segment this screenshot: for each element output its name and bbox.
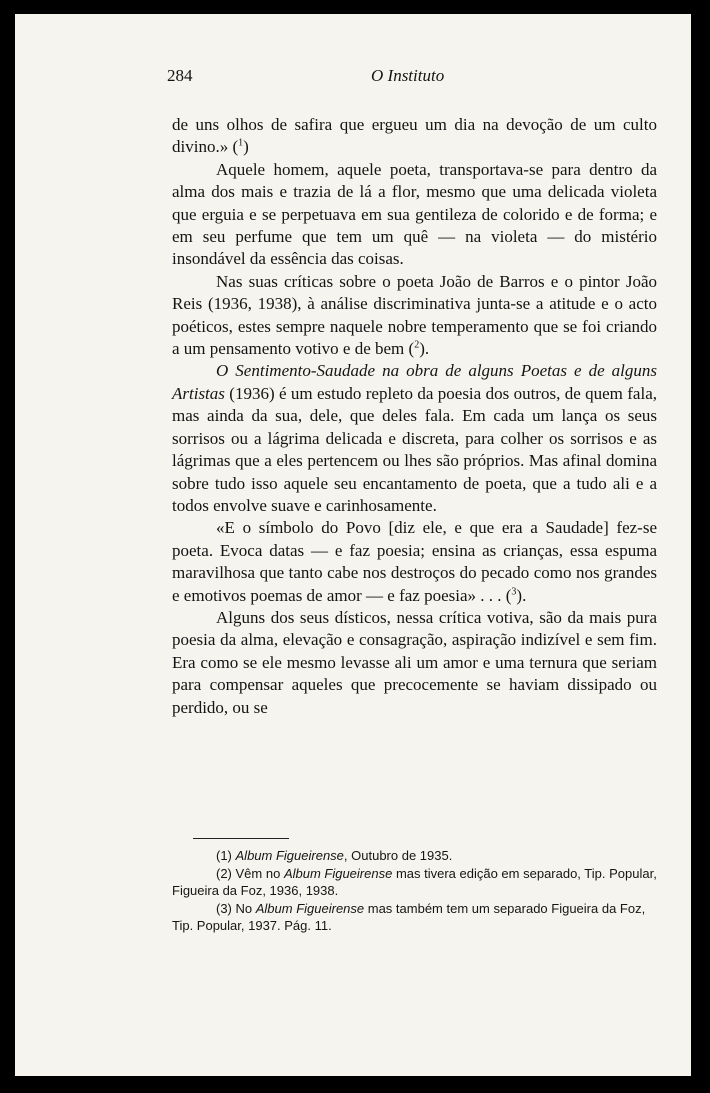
footnote-ref-3: 3 [511, 585, 517, 597]
work-title: O Sentimento-Saudade na obra de alguns Poetas e de alguns Artistas [172, 361, 657, 403]
paragraph-4: O Sentimento-Saudade na obra de alguns Poetas e de alguns Artistas (1936) é um estudo repleto da poesia dos outros, de quem fala, mas ainda da sua, dele, que deles fala. Em cada um lança os seus sorrisos ou a lágrima delicada e discreta, para colher os sorrisos e as lágrimas que a eles pertencem ou lhes são próprios. Mas afinal domina sobre tudo isso aquele seu encantamento de poeta, que a tudo ali e a todos envolve suave e carinhosamente. [172, 361, 657, 515]
footnote-2: (2) Vêm no Album Figueirense mas tivera edição em separado, Tip. Popular, Figueira da Foz, 1936, 1938. [172, 865, 657, 898]
footnote-3: (3) No Album Figueirense mas também tem um separado Figueira da Foz, Tip. Popular, 1937. Pág. 11. [172, 900, 646, 933]
paragraph-1: de uns olhos de safira que ergueu um dia na devoção de um culto divino.» ($^1$) [172, 115, 657, 157]
paragraph-3: Nas suas críticas sobre o poeta João de Barros e o pintor João Reis (1936, 1938), à análise discriminativa junta-se a atitude e o acto poéticos, estes sempre naquele nobre temperamento que se foi criando a um pensamento votivo e de bem ($^2$). [172, 271, 657, 359]
footnote-divider [193, 838, 289, 839]
page-number: 284 [167, 66, 193, 85]
paragraph-2: Aquele homem, aquele poeta, transportava-se para dentro da alma dos mais e trazia de lá a flor, mesmo que uma delicada violeta que erguia e se perpetuava em sua gentileza de colorido e de forma; e em seu perfume que tem um quê — na violeta — do mistério insondável da essência das coisas. [172, 159, 657, 269]
paragraph-6: Alguns dos seus dísticos, nessa crítica votiva, são da mais pura poesia da alma, elevação e consagração, aspiração indizível e sem fim. Era como se ele mesmo levasse ali um amor e uma ternura que seriam para compensar aqueles que precocemente se haviam dissipado ou perdido, ou se [172, 607, 657, 717]
footnotes [172, 847, 657, 935]
running-title: O Instituto [371, 66, 445, 85]
book-page [15, 14, 691, 1076]
footnote-ref-2: 2 [414, 339, 420, 351]
body-text [172, 114, 657, 719]
paragraph-5-quote: «E o símbolo do Povo [diz ele, e que era a Saudade] fez-se poeta. Evoca datas — e faz poesia; ensina as crianças, essa espuma maravilhosa que tanto cabe nos destroços do pecado como nos grandes e emotivos poemas de amor — e faz poesia» . . . ($^3$). [172, 518, 657, 605]
footnote-ref-1: 1 [238, 137, 244, 149]
footnote-1: (1) Album Figueirense, Outubro de 1935. [216, 848, 453, 863]
running-header [15, 66, 691, 90]
